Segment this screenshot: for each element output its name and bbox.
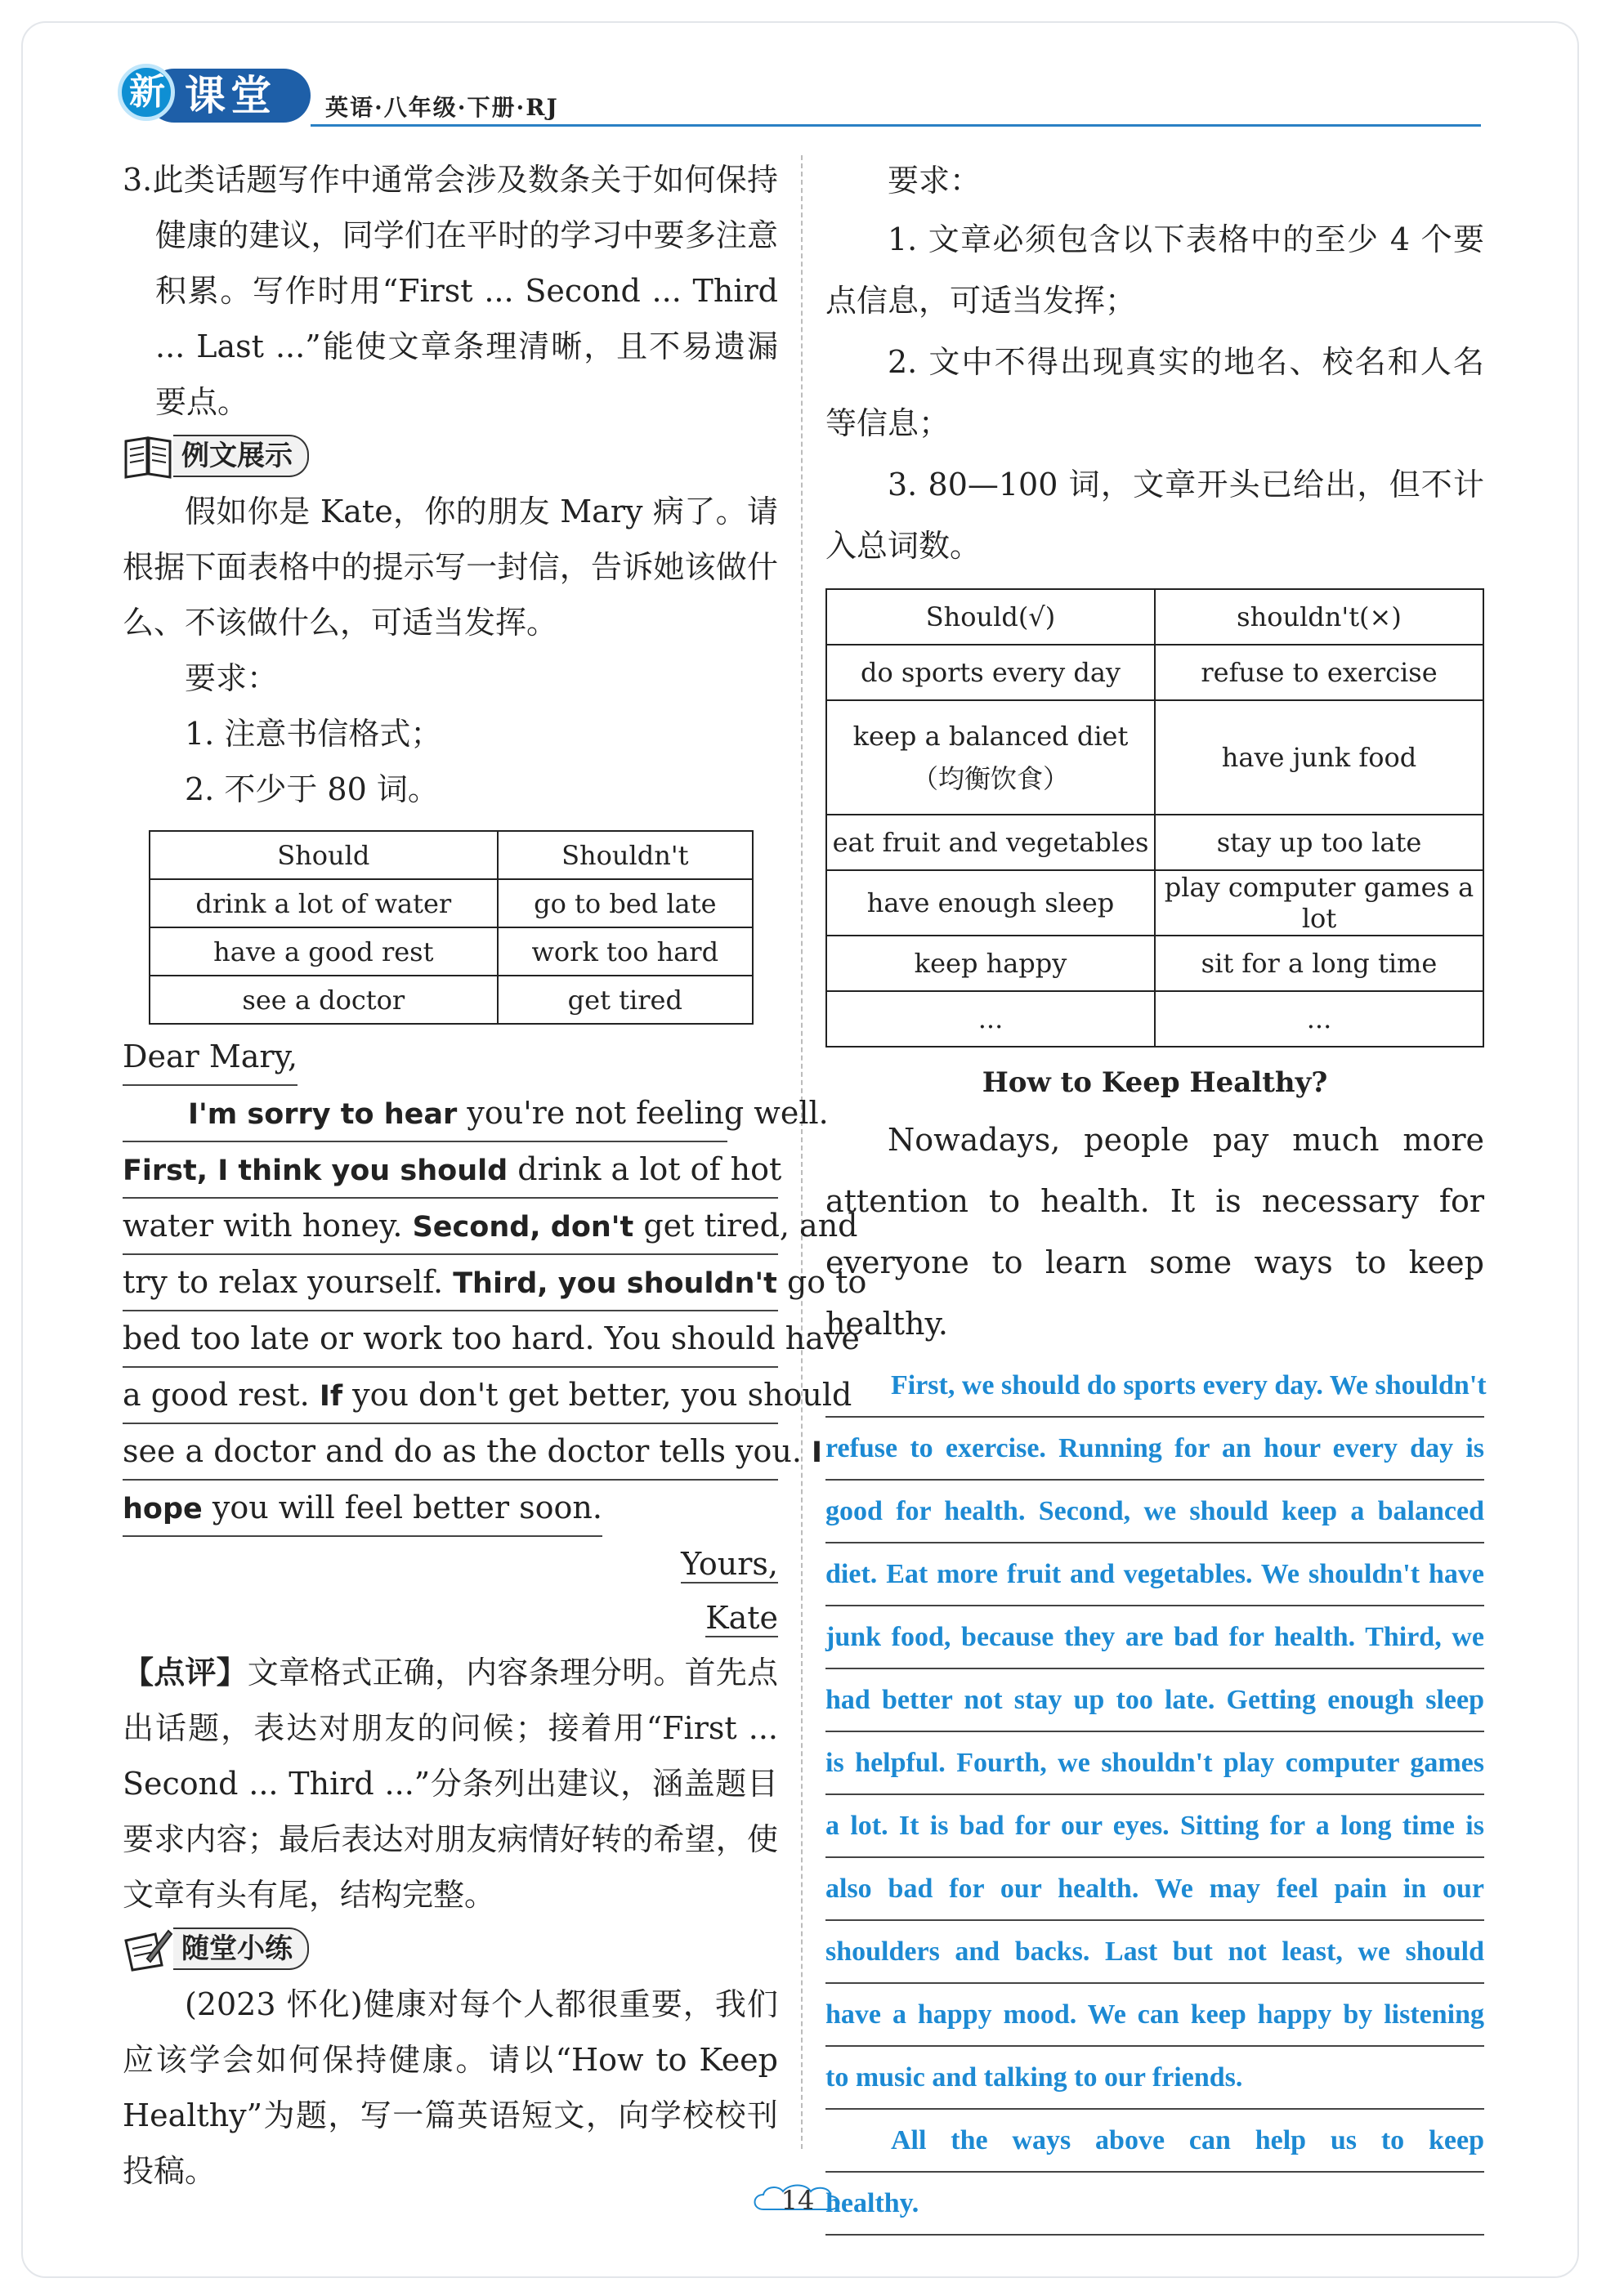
comment [123, 1645, 778, 1923]
right-column [825, 152, 1487, 2236]
letter-text: a good rest. [123, 1377, 320, 1413]
table-header: shouldn't(×) [1155, 589, 1483, 645]
letter-line: bed too late or work too hard. You should have [123, 1311, 778, 1368]
answer-line: diet. Eat more fruit and vegetables. We shouldn't have [825, 1543, 1484, 1606]
requirement-2: 2. 文中不得出现真实的地名、校名和人名等信息； [825, 344, 1484, 441]
writing-prompt: 假如你是 Kate，你的朋友 Mary 病了。请根据下面表格中的提示写一封信，告诉她该做什么、不该做什么，可适当发挥。 [123, 494, 778, 641]
sample-letter [123, 1030, 867, 1645]
letter-line [123, 1086, 829, 1142]
health-table [825, 588, 1484, 1047]
answer-line: healthy. [825, 2173, 1484, 2236]
essay-intro: Nowadays, people pay much more attention to health. It is necessary for everyone to learn some ways to keep healthy. [825, 1122, 1484, 1342]
section-practice-header [123, 1924, 309, 1973]
answer-line: refuse to exercise. Running for an hour every day is [825, 1418, 1484, 1481]
table-cell: have a good rest [150, 927, 498, 976]
table-cell: ... [1155, 991, 1483, 1047]
answer-line: is helpful. Fourth, we shouldn't play computer games [825, 1732, 1484, 1795]
answer-line: shoulders and backs. Last but not least, we should [825, 1921, 1484, 1984]
letter-line [123, 1255, 867, 1311]
advice-table [149, 830, 754, 1025]
table-cell: have junk food [1155, 700, 1483, 815]
table-cell: play computer games a lot [1155, 870, 1483, 936]
letter-text: water with honey. [123, 1208, 413, 1244]
column-divider [801, 155, 803, 2149]
requirement-3: 3. 80—100 词，文章开头已给出，但不计入总词数。 [825, 467, 1484, 564]
letter-text: see a doctor and do as the doctor tells you. [123, 1433, 812, 1469]
answer-line: a lot. It is bad for our eyes. Sitting for a long time is [825, 1795, 1484, 1858]
answer-line: had better not stay up too late. Getting enough sleep [825, 1669, 1484, 1732]
letter-line [123, 1368, 852, 1424]
key-phrase: Second, don't [412, 1211, 634, 1244]
left-column [123, 152, 867, 2199]
header-rule [311, 124, 1481, 127]
requirements-label: 要求： [185, 660, 279, 696]
letter-line [123, 1481, 602, 1537]
letter-text: get tired, and [633, 1208, 858, 1244]
key-phrase: If [319, 1380, 343, 1413]
table-cell: ... [826, 991, 1155, 1047]
page-number: 14 [781, 2185, 815, 2216]
book-icon [123, 433, 173, 479]
table-cell: sit for a long time [1155, 936, 1483, 991]
answer-line: have a happy mood. We can keep happy by listening [825, 1984, 1484, 2047]
letter-line [123, 1142, 782, 1199]
answer-line: good for health. Second, we should keep a balanced [825, 1481, 1484, 1543]
comment-text: 文章格式正确，内容条理分明。首先点出话题，表达对朋友的问候；接着用“First ... Second ... Third ...”分条列出建议，涵盖题目要求内容；最后表达对朋友病情好转的希望，使文章有头有尾，结构完整。 [123, 1655, 778, 1913]
letter-closing [123, 1537, 778, 1591]
section-example-title: 例文展示 [173, 435, 309, 477]
letter-text: drink a lot of hot [508, 1151, 782, 1187]
comment-tag: 【点评】 [123, 1655, 248, 1691]
table-cell: keep happy [826, 936, 1155, 991]
answer-line: First, we should do sports every day. We shouldn't [825, 1355, 1484, 1418]
requirement-2: 2. 不少于 80 词。 [185, 771, 439, 807]
letter-text: you're not feeling well. [457, 1095, 829, 1131]
key-phrase: hope [123, 1493, 203, 1525]
signature-name: Kate [705, 1600, 778, 1636]
answer-line: to music and talking to our friends. [825, 2047, 1484, 2110]
letter-text: try to relax yourself. [123, 1264, 454, 1300]
key-phrase: Third, you shouldn't [453, 1267, 777, 1300]
key-phrase: I [812, 1436, 823, 1469]
answer-lines [825, 1355, 1487, 2236]
letter-text: go to [776, 1264, 867, 1300]
answer-line: All the ways above can help us to keep [825, 2110, 1484, 2173]
logo-word: 课堂 [185, 71, 276, 119]
book-subject: 英语·八年级·下册·RJ [325, 94, 559, 121]
requirements-label: 要求： [888, 163, 982, 199]
table-header: Should(√) [826, 589, 1155, 645]
key-phrase: First, I think you should [123, 1155, 508, 1187]
page-number-badge [749, 2180, 847, 2221]
pencil-paper-icon [123, 1926, 173, 1972]
answer-line: also bad for our health. We may feel pain in our [825, 1858, 1484, 1921]
letter-line [123, 1424, 823, 1481]
table-cell: work too hard [498, 927, 753, 976]
table-cell: go to bed late [498, 879, 753, 927]
table-cell: have enough sleep [826, 870, 1155, 936]
logo-badge-text: 新 [129, 71, 165, 113]
table-cell: eat fruit and vegetables [826, 815, 1155, 870]
letter-text: you will feel better soon. [202, 1490, 602, 1525]
requirement-1: 1. 文章必须包含以下表格中的至少 4 个要点信息，可适当发挥； [825, 221, 1484, 319]
requirement-1: 1. 注意书信格式； [185, 716, 442, 752]
exercise-prompt: (2023 怀化)健康对每个人都很重要，我们应该学会如何保持健康。请以“How to Keep Healthy”为题，写一篇英语短文，向学校校刊投稿。 [123, 1986, 778, 2189]
key-phrase: I'm sorry to hear [188, 1098, 458, 1131]
closing-text: Yours, [681, 1546, 778, 1582]
table-cell: get tired [498, 976, 753, 1024]
table-header: Should [150, 831, 498, 879]
table-header: Shouldn't [498, 831, 753, 879]
table-cell: refuse to exercise [1155, 645, 1483, 700]
table-cell: stay up too late [1155, 815, 1483, 870]
table-cell: see a doctor [150, 976, 498, 1024]
section-practice-title: 随堂小练 [173, 1927, 309, 1970]
section-example-header [123, 431, 309, 480]
table-cell: do sports every day [826, 645, 1155, 700]
table-cell: keep a balanced diet （均衡饮食） [826, 700, 1155, 815]
table-cell: drink a lot of water [150, 879, 498, 927]
letter-greeting: Dear Mary, [123, 1030, 297, 1086]
letter-line [123, 1199, 858, 1255]
writing-tip-3: 3.此类话题写作中通常会涉及数条关于如何保持健康的建议，同学们在平时的学习中要多注意积累。写作时用“First ... Second ... Third ... Last ...”能使文章条理清晰，且不易遗漏要点。 [123, 162, 778, 420]
letter-signature [123, 1591, 778, 1645]
letter-text: you don't get better, you should [342, 1377, 852, 1413]
essay-title: How to Keep Healthy? [982, 1066, 1328, 1099]
answer-line: junk food, because they are bad for health. Third, we [825, 1606, 1484, 1669]
